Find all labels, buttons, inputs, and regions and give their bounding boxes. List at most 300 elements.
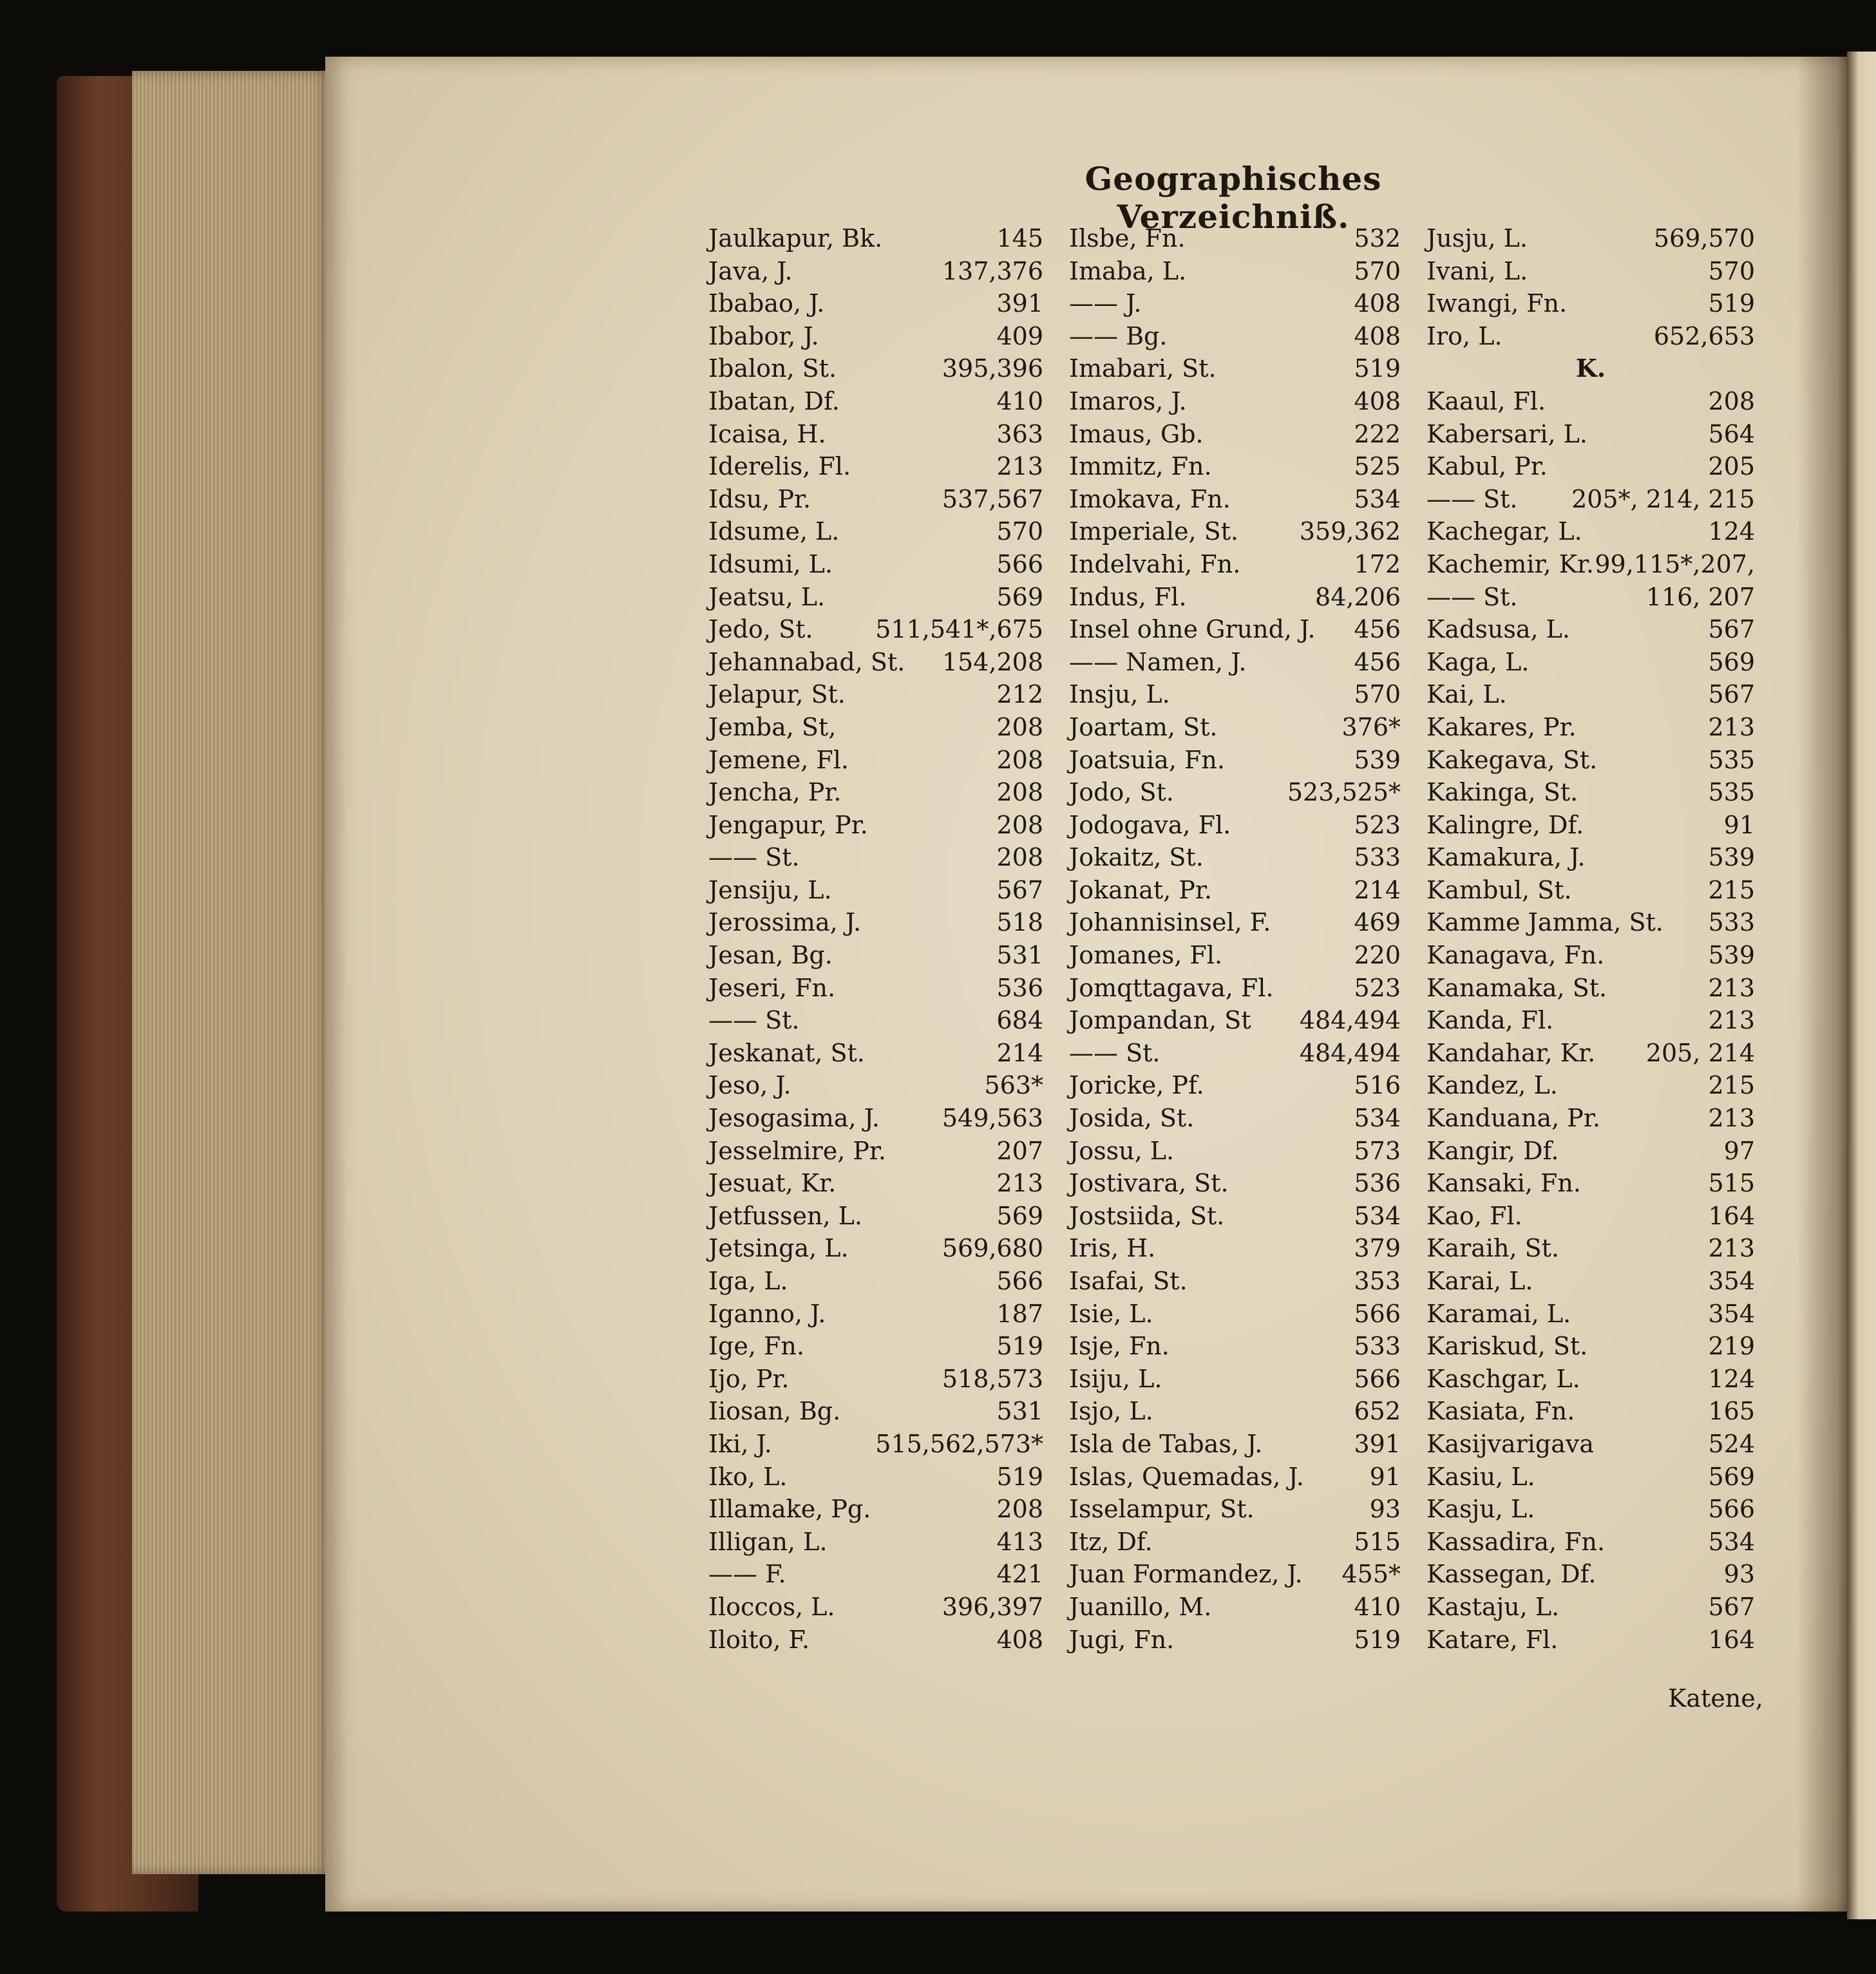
entry-place-name: Imokava, Fn. bbox=[1069, 484, 1231, 513]
index-entry bbox=[1069, 906, 1401, 939]
entry-page-numbers: 524 bbox=[1708, 1429, 1755, 1458]
entry-place-name: Kakares, Pr. bbox=[1426, 712, 1577, 741]
entry-page-numbers: 215 bbox=[1708, 1071, 1755, 1100]
entry-page-numbers: 566 bbox=[1354, 1299, 1401, 1328]
entry-page-numbers: 534 bbox=[1354, 484, 1401, 513]
entry-place-name: Jostsiida, St. bbox=[1069, 1201, 1225, 1230]
entry-place-name: Kaaul, Fl. bbox=[1426, 386, 1546, 415]
index-entry bbox=[1426, 1004, 1755, 1037]
entry-place-name: Johannisinsel, F. bbox=[1069, 908, 1271, 937]
entry-page-numbers: 145 bbox=[996, 224, 1043, 252]
index-entry bbox=[708, 1428, 1043, 1461]
entry-place-name: Iloccos, L. bbox=[708, 1592, 835, 1621]
entry-place-name: Kandahar, Kr. bbox=[1426, 1038, 1596, 1067]
index-entry bbox=[1426, 418, 1755, 451]
index-entry bbox=[708, 581, 1043, 614]
entry-page-numbers: 409 bbox=[996, 321, 1043, 350]
entry-place-name: Jengapur, Pr. bbox=[708, 810, 868, 839]
page-edges bbox=[132, 71, 332, 1874]
entry-page-numbers: 455* bbox=[1341, 1560, 1401, 1589]
index-entry bbox=[1069, 352, 1401, 385]
entry-page-numbers: 408 bbox=[1354, 321, 1401, 350]
entry-page-numbers: 124 bbox=[1708, 517, 1755, 546]
index-entry bbox=[1426, 1395, 1755, 1428]
entry-place-name: Kamme Jamma, St. bbox=[1426, 908, 1663, 937]
index-entry bbox=[708, 418, 1043, 451]
index-entry bbox=[1426, 255, 1755, 288]
entry-place-name: Kao, Fl. bbox=[1426, 1201, 1522, 1230]
index-entry bbox=[1069, 1265, 1401, 1298]
entry-page-numbers: 569 bbox=[1708, 1462, 1755, 1491]
entry-page-numbers: 567 bbox=[1708, 1592, 1755, 1621]
index-entry bbox=[1426, 548, 1755, 581]
index-entry bbox=[1426, 744, 1755, 777]
entry-page-numbers: 359,362 bbox=[1299, 517, 1401, 546]
entry-page-numbers: 570 bbox=[1354, 256, 1401, 285]
entry-place-name: —— St. bbox=[708, 843, 800, 872]
index-entry bbox=[1069, 678, 1401, 711]
entry-page-numbers: 207 bbox=[996, 1136, 1043, 1165]
index-entry bbox=[1069, 1232, 1401, 1265]
section-letter-heading: K. bbox=[1575, 354, 1606, 383]
entry-place-name: Ibabao, J. bbox=[708, 289, 825, 318]
entry-place-name: Jesuat, Kr. bbox=[708, 1169, 837, 1198]
index-entry bbox=[1426, 646, 1755, 679]
index-entry bbox=[1069, 1526, 1401, 1559]
entry-place-name: Insel ohne Grund, J. bbox=[1069, 615, 1316, 644]
entry-page-numbers: 566 bbox=[1354, 1364, 1401, 1393]
index-entry bbox=[1069, 385, 1401, 418]
entry-page-numbers: 213 bbox=[1708, 1006, 1755, 1035]
entry-place-name: Jesogasima, J. bbox=[708, 1104, 880, 1133]
entry-place-name: Jodogava, Fl. bbox=[1069, 810, 1231, 839]
entry-place-name: Immitz, Fn. bbox=[1069, 452, 1212, 481]
entry-page-numbers: 569 bbox=[996, 1201, 1043, 1230]
index-entry bbox=[708, 1363, 1043, 1396]
entry-page-numbers: 172 bbox=[1354, 549, 1401, 578]
entry-page-numbers: 569 bbox=[1708, 647, 1755, 676]
index-entry bbox=[1426, 1526, 1755, 1559]
entry-page-numbers: 535 bbox=[1708, 745, 1755, 774]
index-entry bbox=[1426, 450, 1755, 483]
index-entry bbox=[1069, 1624, 1401, 1656]
index-entry bbox=[1069, 972, 1401, 1005]
index-entry bbox=[1069, 1558, 1401, 1591]
entry-place-name: Jetsinga, L. bbox=[708, 1234, 849, 1263]
entry-page-numbers: 391 bbox=[1354, 1429, 1401, 1458]
index-entry bbox=[708, 906, 1043, 939]
entry-place-name: Isjo, L. bbox=[1069, 1397, 1153, 1426]
entry-page-numbers: 569 bbox=[996, 582, 1043, 611]
entry-place-name: Jerossima, J. bbox=[708, 908, 862, 937]
index-entry bbox=[708, 1558, 1043, 1591]
entry-place-name: Imabari, St. bbox=[1069, 354, 1217, 383]
entry-place-name: Kanda, Fl. bbox=[1426, 1006, 1554, 1035]
section-heading-row bbox=[1426, 352, 1755, 385]
entry-place-name: Illigan, L. bbox=[708, 1527, 828, 1556]
entry-place-name: Jesan, Bg. bbox=[708, 941, 833, 970]
entry-place-name: Iris, H. bbox=[1069, 1234, 1156, 1263]
index-entry bbox=[1426, 841, 1755, 874]
entry-page-numbers: 208 bbox=[996, 810, 1043, 839]
entry-place-name: Kaschgar, L. bbox=[1426, 1364, 1580, 1393]
index-entry bbox=[1426, 1428, 1755, 1461]
entry-place-name: —— St. bbox=[1069, 1038, 1161, 1067]
entry-page-numbers: 519 bbox=[996, 1462, 1043, 1491]
index-entry bbox=[1069, 1330, 1401, 1363]
entry-page-numbers: 566 bbox=[996, 1267, 1043, 1295]
index-entry bbox=[1069, 1428, 1401, 1461]
index-entry bbox=[1426, 972, 1755, 1005]
entry-page-numbers: 187 bbox=[996, 1299, 1043, 1328]
index-entry bbox=[1069, 1591, 1401, 1624]
entry-place-name: Kassegan, Df. bbox=[1426, 1560, 1596, 1589]
entry-place-name: Joartam, St. bbox=[1069, 712, 1218, 741]
index-entry bbox=[708, 222, 1043, 255]
index-entry bbox=[1426, 1591, 1755, 1624]
entry-page-numbers: 164 bbox=[1708, 1625, 1755, 1654]
index-entry bbox=[1426, 320, 1755, 353]
entry-place-name: Isselampur, St. bbox=[1069, 1495, 1255, 1524]
index-entry bbox=[708, 450, 1043, 483]
entry-page-numbers: 539 bbox=[1354, 745, 1401, 774]
entry-page-numbers: 566 bbox=[996, 549, 1043, 578]
index-entry bbox=[1426, 906, 1755, 939]
index-entry bbox=[1069, 450, 1401, 483]
index-entry bbox=[1426, 1069, 1755, 1102]
index-entry bbox=[708, 874, 1043, 907]
entry-place-name: Iko, L. bbox=[708, 1462, 788, 1491]
index-entry bbox=[1069, 711, 1401, 744]
entry-place-name: Imaus, Gb. bbox=[1069, 419, 1204, 448]
entry-page-numbers: 395,396 bbox=[942, 354, 1043, 383]
entry-place-name: Jokanat, Pr. bbox=[1069, 875, 1212, 904]
entry-place-name: Josida, St. bbox=[1069, 1104, 1195, 1133]
entry-place-name: Insju, L. bbox=[1069, 680, 1170, 709]
index-entry bbox=[1069, 1069, 1401, 1102]
index-entry bbox=[1426, 776, 1755, 809]
entry-page-numbers: 413 bbox=[996, 1527, 1043, 1556]
entry-page-numbers: 410 bbox=[1354, 1592, 1401, 1621]
entry-place-name: Jusju, L. bbox=[1426, 224, 1528, 252]
entry-page-numbers: 684 bbox=[996, 1006, 1043, 1035]
entry-page-numbers: 533 bbox=[1354, 843, 1401, 872]
index-entry bbox=[1069, 1167, 1401, 1200]
index-entry bbox=[708, 711, 1043, 744]
entry-page-numbers: 219 bbox=[1708, 1332, 1755, 1361]
entry-page-numbers: 214 bbox=[1354, 875, 1401, 904]
entry-place-name: Isje, Fn. bbox=[1069, 1332, 1170, 1361]
entry-place-name: Jencha, Pr. bbox=[708, 778, 842, 807]
index-entry bbox=[1069, 320, 1401, 353]
index-entry bbox=[708, 1526, 1043, 1559]
entry-place-name: Kastaju, L. bbox=[1426, 1592, 1560, 1621]
entry-page-numbers: 124 bbox=[1708, 1364, 1755, 1393]
entry-place-name: Katare, Fl. bbox=[1426, 1625, 1559, 1654]
entry-place-name: Kasju, L. bbox=[1426, 1495, 1535, 1524]
entry-page-numbers: 569,570 bbox=[1653, 224, 1755, 252]
entry-page-numbers: 97 bbox=[1723, 1136, 1755, 1165]
index-entry bbox=[1426, 1102, 1755, 1135]
index-entry bbox=[1069, 1363, 1401, 1396]
index-entry bbox=[708, 1461, 1043, 1494]
index-column-3 bbox=[1426, 222, 1755, 1656]
entry-place-name: —— St. bbox=[1426, 582, 1518, 611]
index-entry bbox=[1426, 1298, 1755, 1331]
index-entry bbox=[708, 483, 1043, 516]
catchword: Katene, bbox=[1668, 1684, 1763, 1713]
entry-page-numbers: 523,525* bbox=[1287, 778, 1401, 807]
entry-place-name: Iwangi, Fn. bbox=[1426, 289, 1568, 318]
entry-place-name: Kanagava, Fn. bbox=[1426, 941, 1605, 970]
entry-place-name: Jossu, L. bbox=[1069, 1136, 1175, 1165]
entry-place-name: Ibatan, Df. bbox=[708, 386, 840, 415]
page-title: Geographisches Verzeichniß. bbox=[1085, 160, 1382, 236]
entry-place-name: Karai, L. bbox=[1426, 1267, 1533, 1295]
entry-place-name: Indelvahi, Fn. bbox=[1069, 549, 1241, 578]
entry-page-numbers: 208 bbox=[996, 712, 1043, 741]
entry-place-name: Imaba, L. bbox=[1069, 256, 1187, 285]
entry-place-name: Jodo, St. bbox=[1069, 778, 1174, 807]
entry-page-numbers: 213 bbox=[1708, 712, 1755, 741]
entry-page-numbers: 484,494 bbox=[1299, 1006, 1401, 1035]
entry-place-name: Jompandan, St bbox=[1069, 1006, 1251, 1035]
entry-place-name: Kadsusa, L. bbox=[1426, 615, 1570, 644]
entry-page-numbers: 91 bbox=[1369, 1462, 1401, 1491]
entry-place-name: Kakegava, St. bbox=[1426, 745, 1598, 774]
entry-page-numbers: 213 bbox=[996, 1169, 1043, 1198]
entry-place-name: Kansaki, Fn. bbox=[1426, 1169, 1581, 1198]
entry-page-numbers: 537,567 bbox=[942, 484, 1043, 513]
entry-place-name: —— St. bbox=[1426, 484, 1518, 513]
index-entry bbox=[1426, 613, 1755, 646]
entry-place-name: Kasiata, Fn. bbox=[1426, 1397, 1575, 1426]
entry-page-numbers: 566 bbox=[1708, 1495, 1755, 1524]
entry-page-numbers: 539 bbox=[1708, 941, 1755, 970]
index-entry bbox=[1426, 1167, 1755, 1200]
entry-place-name: Idsumi, L. bbox=[708, 549, 833, 578]
entry-place-name: Ibabor, J. bbox=[708, 321, 819, 350]
entry-place-name: Kachemir, Kr. bbox=[1426, 549, 1595, 578]
index-entry bbox=[1069, 222, 1401, 255]
entry-page-numbers: 519 bbox=[1354, 1625, 1401, 1654]
entry-page-numbers: 408 bbox=[1354, 289, 1401, 318]
entry-place-name: Imaros, J. bbox=[1069, 386, 1187, 415]
entry-place-name: Kangir, Df. bbox=[1426, 1136, 1559, 1165]
index-entry bbox=[708, 385, 1043, 418]
index-entry bbox=[708, 515, 1043, 548]
gutter-shadow bbox=[1797, 57, 1855, 1912]
entry-page-numbers: 518 bbox=[996, 908, 1043, 937]
entry-page-numbers: 519 bbox=[1354, 354, 1401, 383]
entry-page-numbers: 408 bbox=[996, 1625, 1043, 1654]
entry-place-name: Jokaitz, St. bbox=[1069, 843, 1204, 872]
entry-place-name: Kabersari, L. bbox=[1426, 419, 1587, 448]
index-entry bbox=[1426, 1265, 1755, 1298]
index-entry bbox=[708, 678, 1043, 711]
entry-place-name: Kambul, St. bbox=[1426, 875, 1572, 904]
entry-place-name: Iganno, J. bbox=[708, 1299, 826, 1328]
entry-place-name: —— Namen, J. bbox=[1069, 647, 1247, 676]
entry-place-name: Kanamaka, St. bbox=[1426, 973, 1607, 1002]
facing-page-edge bbox=[1847, 52, 1876, 1919]
entry-page-numbers: 165 bbox=[1708, 1397, 1755, 1426]
index-entry bbox=[1426, 1558, 1755, 1591]
entry-page-numbers: 567 bbox=[1708, 680, 1755, 709]
index-entry bbox=[1426, 1624, 1755, 1656]
index-entry bbox=[708, 1167, 1043, 1200]
entry-place-name: Isie, L. bbox=[1069, 1299, 1153, 1328]
entry-place-name: Jomanes, Fl. bbox=[1069, 941, 1223, 970]
index-entry bbox=[1426, 711, 1755, 744]
entry-place-name: Kai, L. bbox=[1426, 680, 1507, 709]
entry-page-numbers: 652,653 bbox=[1653, 321, 1755, 350]
index-entry bbox=[708, 1591, 1043, 1624]
entry-page-numbers: 212 bbox=[996, 680, 1043, 709]
index-entry bbox=[1069, 809, 1401, 842]
index-column-1 bbox=[708, 222, 1043, 1656]
entry-place-name: Ilsbe, Fn. bbox=[1069, 224, 1186, 252]
entry-place-name: Kasiu, L. bbox=[1426, 1462, 1535, 1491]
entry-place-name: Ige, Fn. bbox=[708, 1332, 804, 1361]
entry-page-numbers: 469 bbox=[1354, 908, 1401, 937]
entry-page-numbers: 205, 214 bbox=[1645, 1038, 1755, 1067]
entry-page-numbers: 652 bbox=[1354, 1397, 1401, 1426]
entry-place-name: Idsu, Pr. bbox=[708, 484, 811, 513]
entry-place-name: Isla de Tabas, J. bbox=[1069, 1429, 1263, 1458]
entry-page-numbers: 91 bbox=[1723, 810, 1755, 839]
entry-place-name: Jedo, St. bbox=[708, 615, 813, 644]
entry-page-numbers: 456 bbox=[1354, 647, 1401, 676]
index-entry bbox=[1426, 222, 1755, 255]
entry-place-name: Kamakura, J. bbox=[1426, 843, 1586, 872]
index-entry bbox=[708, 1135, 1043, 1168]
index-entry bbox=[708, 287, 1043, 320]
index-entry bbox=[708, 1037, 1043, 1070]
index-entry bbox=[1426, 874, 1755, 907]
entry-page-numbers: 213 bbox=[1708, 973, 1755, 1002]
index-entry bbox=[708, 776, 1043, 809]
entry-place-name: Kalingre, Df. bbox=[1426, 810, 1584, 839]
entry-page-numbers: 208 bbox=[996, 745, 1043, 774]
entry-page-numbers: 533 bbox=[1708, 908, 1755, 937]
entry-page-numbers: 531 bbox=[996, 941, 1043, 970]
entry-place-name: Kanduana, Pr. bbox=[1426, 1104, 1600, 1133]
entry-place-name: Jesselmire, Pr. bbox=[708, 1136, 887, 1165]
index-entry bbox=[1426, 809, 1755, 842]
entry-place-name: Jugi, Fn. bbox=[1069, 1625, 1175, 1654]
entry-page-numbers: 569,680 bbox=[942, 1234, 1043, 1263]
entry-place-name: Java, J. bbox=[708, 256, 793, 285]
entry-page-numbers: 525 bbox=[1354, 452, 1401, 481]
index-entry bbox=[708, 646, 1043, 679]
entry-page-numbers: 518,573 bbox=[942, 1364, 1043, 1393]
index-entry bbox=[708, 939, 1043, 972]
entry-place-name: Imperiale, St. bbox=[1069, 517, 1239, 546]
entry-place-name: Karamai, L. bbox=[1426, 1299, 1571, 1328]
index-entry bbox=[1426, 1330, 1755, 1363]
index-entry bbox=[1069, 1200, 1401, 1233]
index-entry bbox=[1069, 418, 1401, 451]
entry-page-numbers: 137,376 bbox=[942, 256, 1043, 285]
entry-place-name: Jehannabad, St. bbox=[708, 647, 905, 676]
entry-place-name: Kasijvarigava bbox=[1426, 1429, 1595, 1458]
entry-place-name: Juan Formandez, J. bbox=[1069, 1560, 1303, 1589]
entry-place-name: Joatsuia, Fn. bbox=[1069, 745, 1225, 774]
entry-page-numbers: 164 bbox=[1708, 1201, 1755, 1230]
entry-place-name: Jemene, Fl. bbox=[708, 745, 849, 774]
index-entry bbox=[708, 1330, 1043, 1363]
entry-place-name: Juanillo, M. bbox=[1069, 1592, 1212, 1621]
entry-place-name: Jensiju, L. bbox=[708, 875, 832, 904]
index-entry bbox=[708, 1493, 1043, 1526]
index-entry bbox=[1426, 385, 1755, 418]
index-entry bbox=[708, 1265, 1043, 1298]
index-entry bbox=[1069, 515, 1401, 548]
entry-page-numbers: 379 bbox=[1354, 1234, 1401, 1263]
entry-place-name: —— St. bbox=[708, 1006, 800, 1035]
entry-page-numbers: 376* bbox=[1341, 712, 1401, 741]
index-entry bbox=[1069, 1493, 1401, 1526]
entry-page-numbers: 516 bbox=[1354, 1071, 1401, 1100]
entry-place-name: Illamake, Pg. bbox=[708, 1495, 871, 1524]
entry-place-name: Jaulkapur, Bk. bbox=[708, 224, 883, 252]
index-entry bbox=[1069, 548, 1401, 581]
index-entry bbox=[708, 1102, 1043, 1135]
entry-place-name: Indus, Fl. bbox=[1069, 582, 1187, 611]
index-entry bbox=[1426, 1037, 1755, 1070]
entry-page-numbers: 99,115*,207, bbox=[1595, 549, 1755, 578]
entry-page-numbers: 515,562,573* bbox=[875, 1429, 1043, 1458]
index-entry bbox=[708, 972, 1043, 1005]
entry-place-name: Kabul, Pr. bbox=[1426, 452, 1548, 481]
entry-place-name: Jeatsu, L. bbox=[708, 582, 826, 611]
entry-page-numbers: 84,206 bbox=[1315, 582, 1401, 611]
index-entry bbox=[1069, 1004, 1401, 1037]
index-entry bbox=[708, 1200, 1043, 1233]
entry-page-numbers: 573 bbox=[1354, 1136, 1401, 1165]
entry-place-name: Jetfussen, L. bbox=[708, 1201, 862, 1230]
index-entry bbox=[708, 1395, 1043, 1428]
entry-page-numbers: 570 bbox=[1708, 256, 1755, 285]
entry-page-numbers: 363 bbox=[996, 419, 1043, 448]
index-entry bbox=[1069, 1037, 1401, 1070]
entry-page-numbers: 563* bbox=[984, 1071, 1043, 1100]
index-entry bbox=[708, 1004, 1043, 1037]
index-entry bbox=[1426, 287, 1755, 320]
entry-page-numbers: 396,397 bbox=[942, 1592, 1043, 1621]
entry-page-numbers: 523 bbox=[1354, 810, 1401, 839]
entry-place-name: Itz, Df. bbox=[1069, 1527, 1153, 1556]
index-entry bbox=[1069, 483, 1401, 516]
entry-page-numbers: 214 bbox=[996, 1038, 1043, 1067]
entry-page-numbers: 515 bbox=[1354, 1527, 1401, 1556]
entry-place-name: Kaga, L. bbox=[1426, 647, 1530, 676]
entry-page-numbers: 511,541*,675 bbox=[875, 615, 1043, 644]
entry-place-name: Jeseri, Fn. bbox=[708, 973, 836, 1002]
entry-page-numbers: 570 bbox=[1354, 680, 1401, 709]
entry-place-name: Idsume, L. bbox=[708, 517, 840, 546]
index-entry bbox=[708, 548, 1043, 581]
entry-place-name: Kariskud, St. bbox=[1426, 1332, 1588, 1361]
entry-place-name: Kandez, L. bbox=[1426, 1071, 1558, 1100]
entry-page-numbers: 353 bbox=[1354, 1267, 1401, 1295]
entry-page-numbers: 515 bbox=[1708, 1169, 1755, 1198]
index-column-2 bbox=[1069, 222, 1401, 1656]
entry-place-name: Islas, Quemadas, J. bbox=[1069, 1462, 1304, 1491]
entry-page-numbers: 567 bbox=[1708, 615, 1755, 644]
entry-place-name: Iki, J. bbox=[708, 1429, 772, 1458]
